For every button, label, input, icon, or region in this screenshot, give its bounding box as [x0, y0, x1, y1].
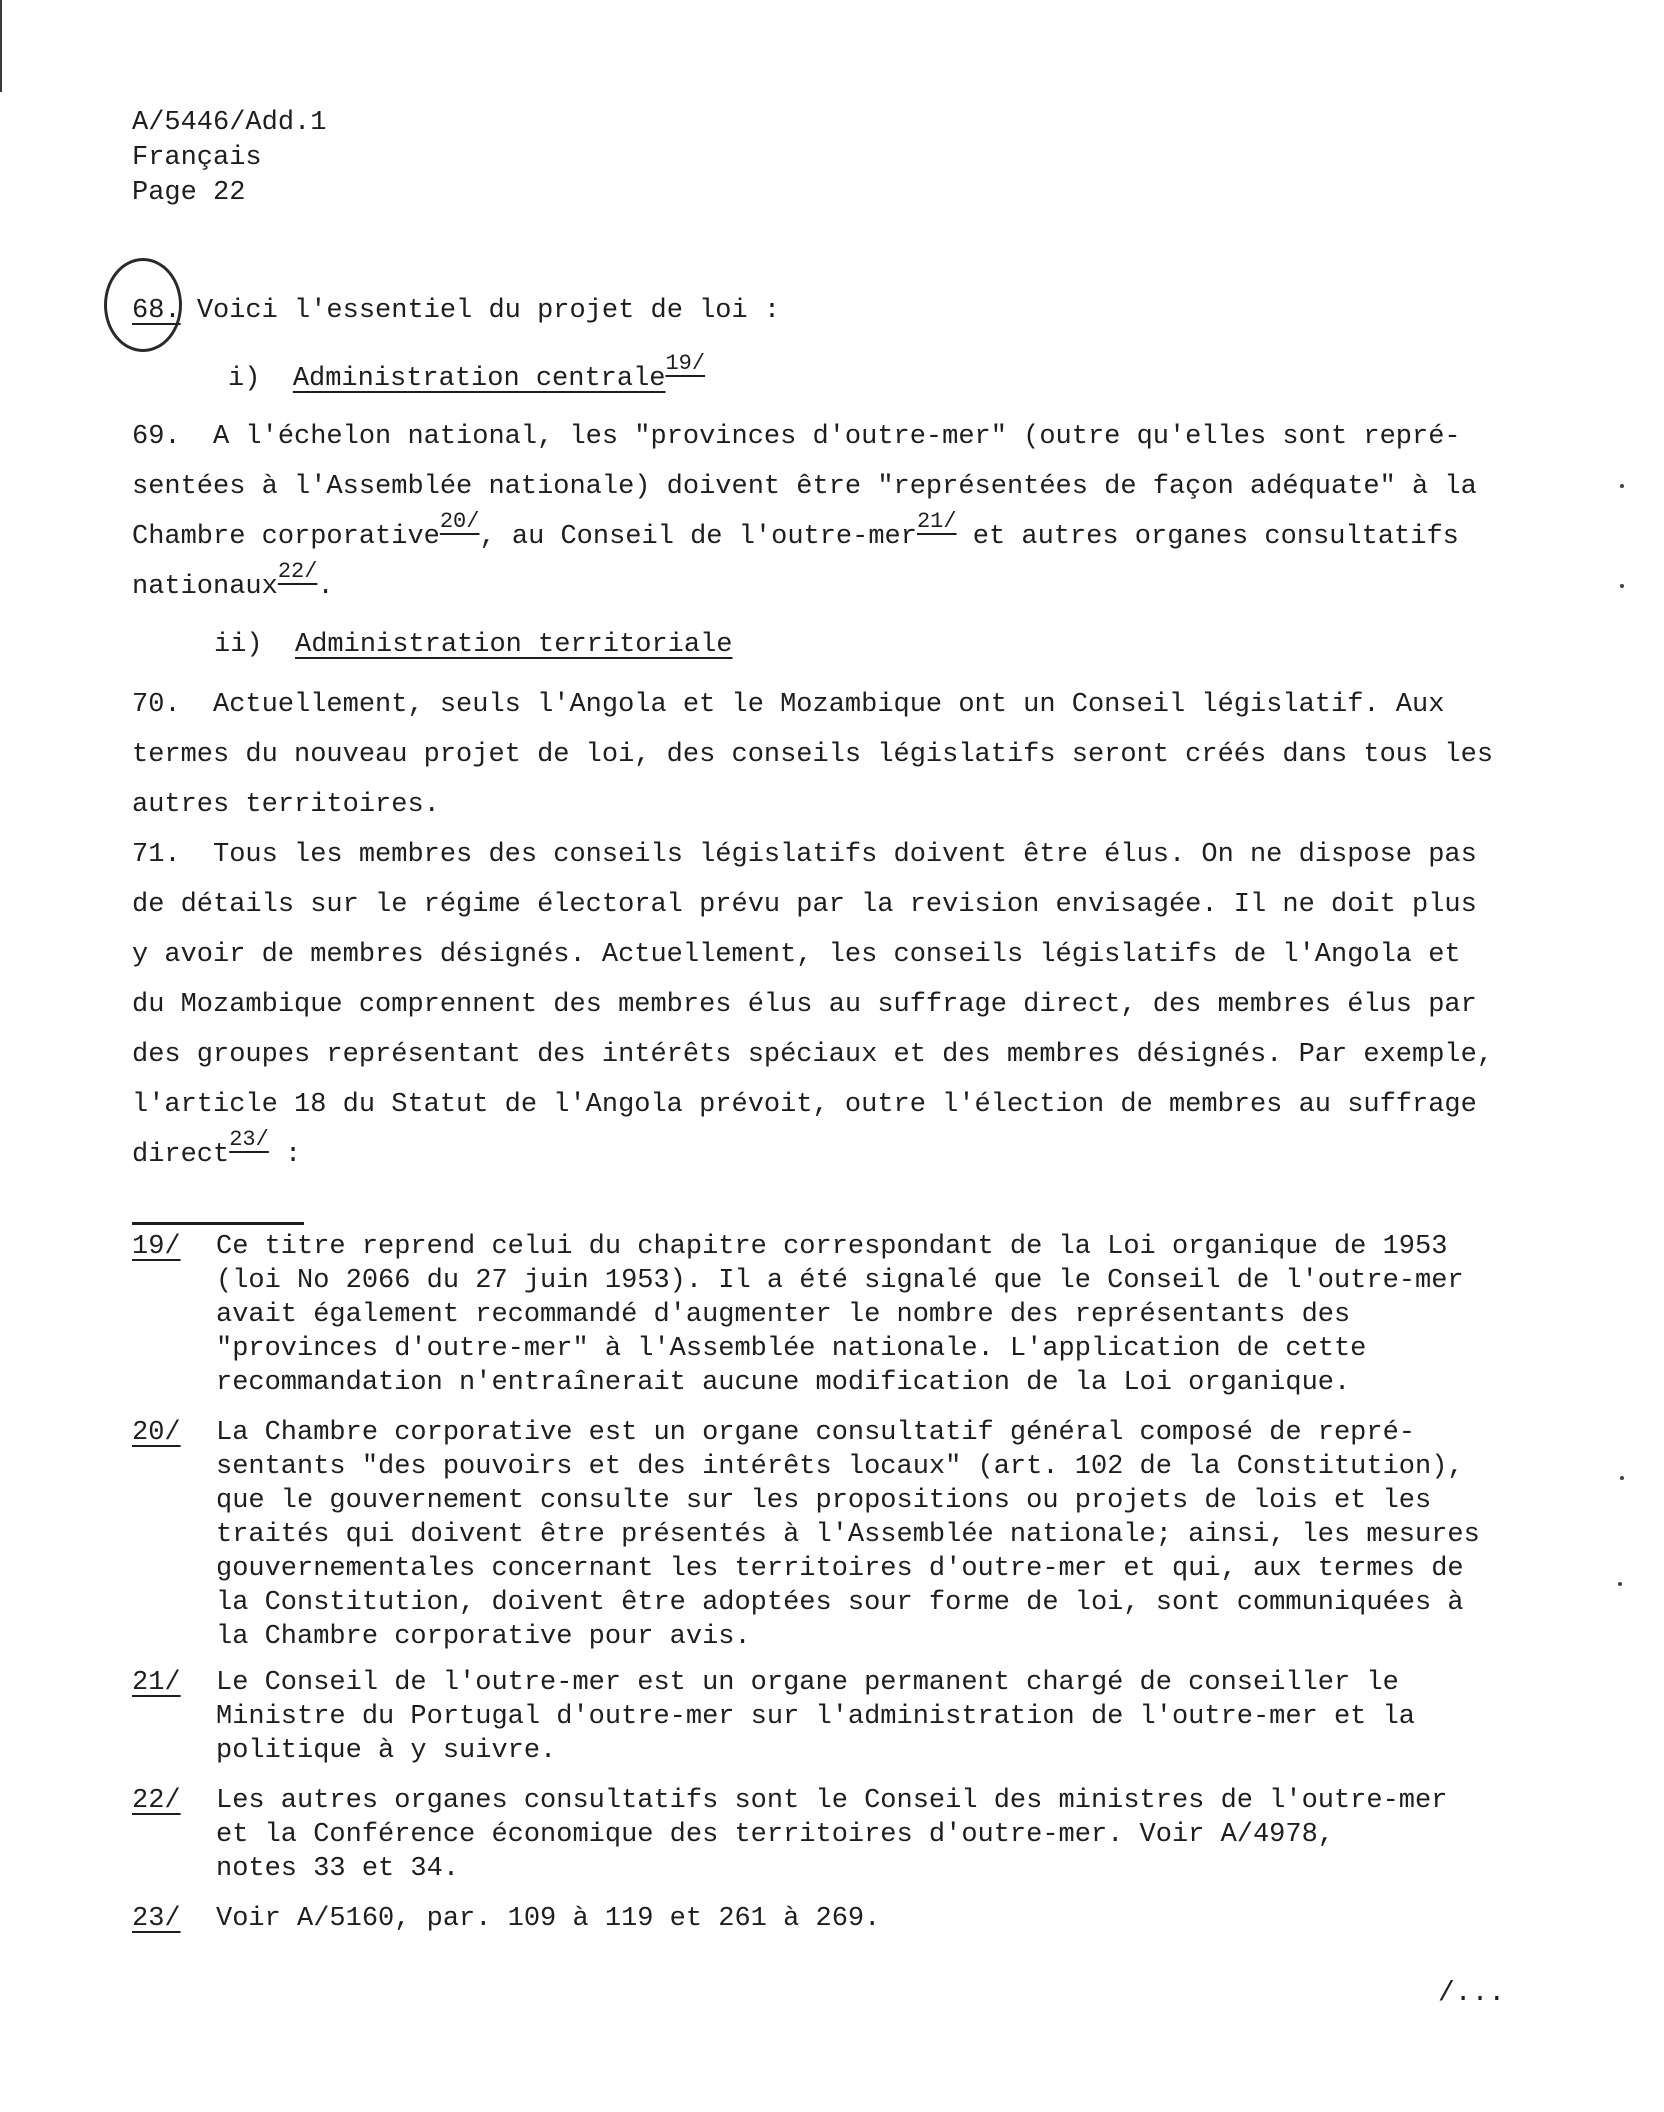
- text-line: A l'échelon national, les "provinces d'outre-mer" (outre qu'elles sont repré-: [213, 422, 1461, 452]
- footnote-line: recommandation n'entraînerait aucune modification de la Loi organique.: [216, 1368, 1351, 1398]
- document-symbol: A/5446/Add.1: [132, 108, 327, 138]
- paragraph-71: [132, 830, 1493, 1180]
- text-line: Tous les membres des conseils législatifs doivent être élus. On ne dispose pas: [213, 840, 1477, 870]
- text-fragment: .: [317, 572, 334, 602]
- scan-edge-mark: [0, 0, 2, 92]
- footnote-ref: 20/: [132, 1418, 181, 1448]
- text-fragment: et autres organes consultatifs: [956, 522, 1459, 552]
- scan-speck: [1620, 1476, 1624, 1480]
- footnote-ref: 21/: [132, 1668, 181, 1698]
- text-fragment: nationaux: [132, 572, 278, 602]
- footnote-line: Ce titre reprend celui du chapitre correspondant de la Loi organique de 1953: [216, 1232, 1448, 1262]
- text-line: des groupes représentant des intérêts spéciaux et des membres désignés. Par exemple,: [132, 1040, 1494, 1070]
- footnote-ref-22: 22/: [277, 559, 318, 584]
- heading-title: Administration territoriale: [295, 630, 733, 660]
- footnote-ref-20: 20/: [439, 509, 480, 534]
- footnote-line: Les autres organes consultatifs sont le Conseil des ministres de l'outre-mer: [216, 1786, 1448, 1816]
- footnote-line: et la Conférence économique des territoires d'outre-mer. Voir A/4978,: [216, 1820, 1334, 1850]
- footnote-line: politique à y suivre.: [216, 1736, 557, 1766]
- heading-administration-territoriale: [214, 630, 733, 660]
- document-language: Français: [132, 143, 262, 173]
- footnote-ref: 22/: [132, 1786, 181, 1816]
- text-fragment: Chambre corporative: [132, 522, 440, 552]
- text-line: Actuellement, seuls l'Angola et le Mozambique ont un Conseil législatif. Aux: [213, 690, 1445, 720]
- text-line: sentées à l'Assemblée nationale) doivent être "représentées de façon adéquate" à la: [132, 472, 1477, 502]
- footnote-line: La Chambre corporative est un organe consultatif général composé de repré-: [216, 1418, 1415, 1448]
- footnote-ref: 19/: [132, 1232, 181, 1262]
- heading-administration-centrale: [228, 351, 706, 394]
- paragraph-number: 68.: [132, 296, 181, 326]
- heading-label: ii): [214, 630, 263, 660]
- footnote-ref: 23/: [132, 1904, 181, 1934]
- footnote-line: sentants "des pouvoirs et des intérêts locaux" (art. 102 de la Constitution),: [216, 1452, 1464, 1482]
- page-number: Page 22: [132, 178, 246, 208]
- text-line: autres territoires.: [132, 790, 440, 820]
- text-line: y avoir de membres désignés. Actuellement, les conseils législatifs de l'Angola et: [132, 940, 1461, 970]
- scan-speck: [1618, 1582, 1622, 1586]
- footnote-line: "provinces d'outre-mer" à l'Assemblée nationale. L'application de cette: [216, 1334, 1367, 1364]
- continuation-mark: /...: [1438, 1978, 1506, 2009]
- document-header: [132, 106, 326, 211]
- paragraph-text: Voici l'essentiel du projet de loi :: [196, 296, 781, 326]
- text-fragment: :: [268, 1140, 302, 1170]
- footnote-line: notes 33 et 34.: [216, 1854, 460, 1884]
- footnote-line: Voir A/5160, par. 109 à 119 et 261 à 269.: [216, 1904, 881, 1934]
- text-fragment: , au Conseil de l'outre-mer: [479, 522, 917, 552]
- paragraph-68: [132, 296, 780, 326]
- footnote-line: avait également recommandé d'augmenter le nombre des représentants des: [216, 1300, 1351, 1330]
- footnote-ref-23: 23/: [229, 1127, 269, 1152]
- scan-speck: [1620, 484, 1624, 488]
- footnote-line: gouvernementales concernant les territoires d'outre-mer et qui, aux termes de: [216, 1554, 1464, 1584]
- heading-title: Administration centrale: [292, 364, 666, 394]
- footnote-ref-19: 19/: [665, 351, 706, 376]
- scan-speck: [1620, 584, 1624, 588]
- heading-label: i): [228, 364, 261, 394]
- text-line: du Mozambique comprennent des membres élus au suffrage direct, des membres élus par: [132, 990, 1477, 1020]
- paragraph-70: [132, 680, 1493, 830]
- paragraph-69: [132, 412, 1477, 612]
- text-line: l'article 18 du Statut de l'Angola prévoit, outre l'élection de membres au suffrage: [132, 1090, 1477, 1120]
- footnote-line: Le Conseil de l'outre-mer est un organe permanent chargé de conseiller le: [216, 1668, 1399, 1698]
- text-fragment: direct: [132, 1140, 230, 1170]
- text-line: termes du nouveau projet de loi, des conseils législatifs seront créés dans tous les: [132, 740, 1494, 770]
- footnote-line: (loi No 2066 du 27 juin 1953). Il a été signalé que le Conseil de l'outre-mer: [216, 1266, 1464, 1296]
- paragraph-number: 71.: [132, 840, 181, 870]
- footnote-line: que le gouvernement consulte sur les propositions ou projets de lois et les: [216, 1486, 1432, 1516]
- text-line: de détails sur le régime électoral prévu par la revision envisagée. Il ne doit plus: [132, 890, 1477, 920]
- footnote-line: traités qui doivent être présentés à l'Assemblée nationale; ainsi, les mesures: [216, 1520, 1480, 1550]
- footnote-line: Ministre du Portugal d'outre-mer sur l'administration de l'outre-mer et la: [216, 1702, 1415, 1732]
- footnote-line: la Constitution, doivent être adoptées sour forme de loi, sont communiquées à: [216, 1588, 1464, 1618]
- footnote-line: la Chambre corporative pour avis.: [216, 1622, 751, 1652]
- paragraph-number: 69.: [132, 422, 181, 452]
- footnote-separator: [132, 1222, 304, 1225]
- paragraph-number: 70.: [132, 690, 181, 720]
- footnote-ref-21: 21/: [916, 509, 957, 534]
